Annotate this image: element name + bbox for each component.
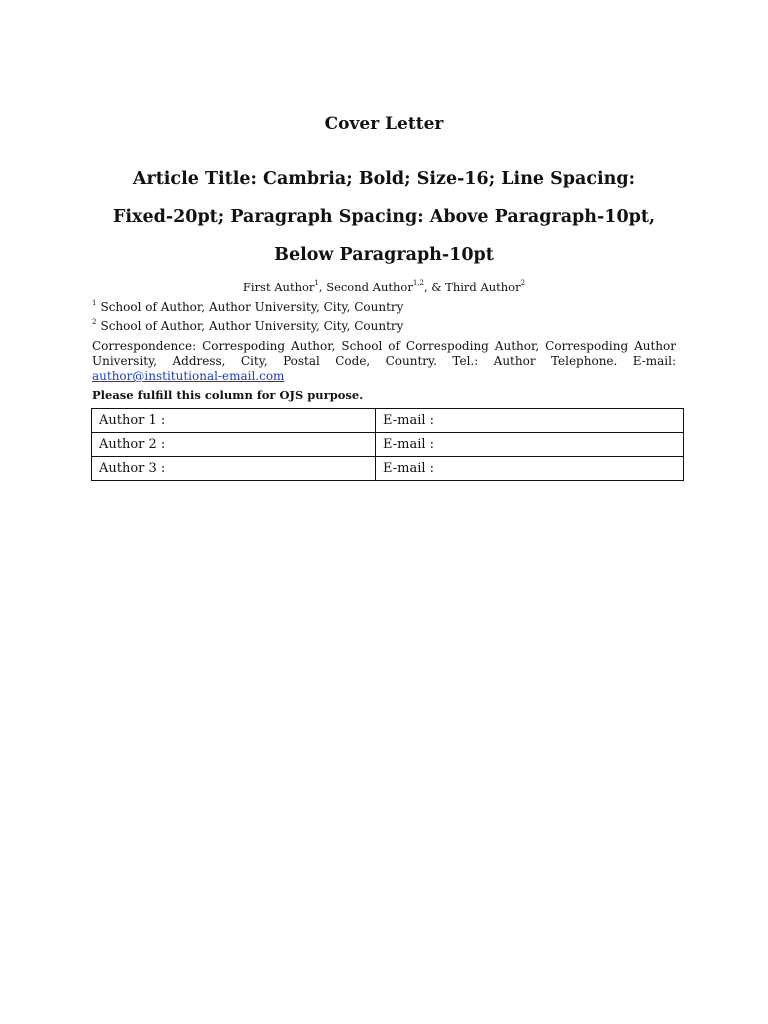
correspondence-email-link[interactable]: author@institutional-email.com	[92, 369, 285, 383]
affiliation-mark: 1	[92, 299, 97, 307]
ojs-note: Please fulfill this column for OJS purpose.	[92, 388, 364, 402]
affiliation-mark: 1	[314, 279, 319, 287]
table-row	[92, 409, 684, 433]
affiliation-mark: 2	[520, 279, 526, 287]
affiliation-line	[92, 319, 684, 333]
correspondence-paragraph	[92, 339, 676, 384]
author-cell: Author 3 :	[92, 457, 376, 481]
author-separator: ,	[318, 280, 327, 294]
correspondence-text: Correspondence: Correspoding Author, School of Correspoding Author, Correspoding Author University, Address, City, Postal Code, Country. Tel.: Author Telephone. E-mail:	[92, 339, 676, 368]
email-cell: E-mail :	[376, 409, 684, 433]
author-cell: Author 1 :	[92, 409, 376, 433]
email-cell: E-mail :	[376, 457, 684, 481]
document-heading: Cover Letter	[324, 114, 444, 134]
author-name: Third Author	[445, 280, 521, 294]
author-name: First Author	[242, 280, 315, 294]
email-cell: E-mail :	[376, 433, 684, 457]
author-name: Second Author	[326, 280, 413, 294]
affiliation-mark: 1,2	[412, 279, 424, 287]
author-separator: , &	[423, 280, 446, 294]
author-cell: Author 2 :	[92, 433, 376, 457]
table-row	[92, 457, 684, 481]
article-title: Article Title: Cambria; Bold; Size-16; Line Spacing: Fixed-20pt; Paragraph Spacing: Above Paragraph-10pt, Below Paragraph-10pt	[112, 169, 656, 265]
affiliation-mark: 2	[92, 318, 97, 326]
table-row	[92, 433, 684, 457]
affiliation-text: School of Author, Author University, City, Country	[100, 319, 404, 333]
author-table	[91, 408, 684, 481]
affiliation-text: School of Author, Author University, City, Country	[100, 300, 404, 314]
affiliation-line	[92, 300, 684, 314]
author-line	[0, 280, 768, 294]
